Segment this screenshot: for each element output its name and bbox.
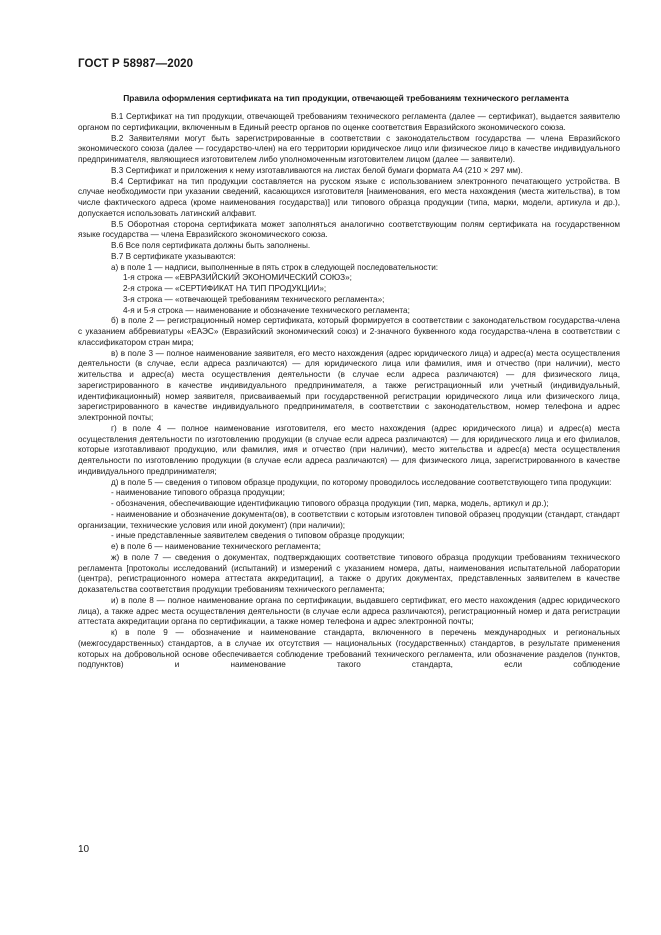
list-item-d: д) в поле 5 — сведения о типовом образце продукции, по которому проводилось исследование соответствующего типа продукции: (111, 477, 612, 487)
dash-item-documents: - наименование и обозначение документа(ов), в соответствии с которым изготовлен типовой образец продукции (стандарт, стандарт организации, технические условия или иной документ) (при наличии); (78, 509, 620, 530)
list-subitem-line3: 3-я строка — «отвечающей требованиям технического регламента»; (123, 294, 385, 304)
list-subitem-line1: 1-я строка — «ЕВРАЗИЙСКИЙ ЭКОНОМИЧЕСКИЙ СОЮЗ»; (123, 273, 352, 283)
paragraph-b5: В.5 Оборотная сторона сертификата может заполняться аналогично соответствующим полям сертификата на государственном языке государства — члена Евразийского экономического союза. (78, 219, 620, 240)
paragraph-b4: В.4 Сертификат на тип продукции составляется на русском языке с использованием электронного печатающего устройства. В случае необходимости при указании сведений, касающихся изготовителя [наименования, его места нахождения (места жительства), в том числе фактического адреса (кроме наименования государства)] или типового образца продукции (типа, марки, модели, артикула и др.), допускается использовать латинский алфавит. (78, 176, 620, 218)
list-item-v: в) в поле 3 — полное наименование заявителя, его место нахождения (адрес юридического лица) и адрес(а) места осуществления деятельности (в случае, если адреса различаются) — для юридического лица или фамилия, имя и отчество (при наличии), место жительства и адрес(а) места осуществления деятельности (в случае если адреса различаются) — для физического лица, зарегистрированного в качестве индивидуального предпринимателя, а также регистрационный или учетный (индивидуальный, идентификационный) номер заявителя, присваиваемый при государственной регистрации юридического лица или физического лица, зарегистрированного в качестве индивидуального предпринимателя, в соответствии с законодательством, номер телефона и адрес электронной почты; (78, 348, 620, 422)
list-item-b: б) в поле 2 — регистрационный номер сертификата, который формируется в соответствии с законодательством государства-члена с указанием аббревиатуры «ЕАЭС» (Евразийский экономический союз) и 2-значного буквенного кода государства-члена в соответствии с классификатором стран мира; (78, 316, 620, 347)
list-subitem-line4-5: 4-я и 5-я строка — наименование и обозначение технического регламента; (123, 305, 410, 315)
list-item-a: а) в поле 1 — надписи, выполненные в пять строк в следующей последовательности: (111, 262, 439, 272)
dash-item-other-info: - иные представленные заявителем сведения о типовом образце продукции; (111, 531, 405, 541)
paragraph-b1: В.1 Сертификат на тип продукции, отвечающей требованиям технического регламента (далее — сертификат), выдается заявителю органом по сертификации, включенным в Единый реестр органов по оценке соответствия Евразийского экономического союза. (78, 112, 620, 132)
paragraph-b7: В.7 В сертификате указываются: (111, 251, 236, 261)
paragraph-b3: В.3 Сертификат и приложения к нему изготавливаются на листах белой бумаги формата А4 (210 × 297 мм). (111, 165, 523, 175)
dash-item-name: - наименование типового образца продукции; (111, 488, 285, 498)
list-item-k: к) в поле 9 — обозначение и наименование стандарта, включенного в перечень международных и региональных (межгосударственных) стандартов, а в случае их отсутствия — национальных (государственных) стандартов, в результате применения которых на добровольной основе обеспечивается соблюдение требований технического регламента, или обозначение разделов (пунктов, подпунктов) и наименование такого стандарта, если соблюдение (78, 628, 620, 670)
list-item-e: е) в поле 6 — наименование технического регламента; (111, 542, 321, 551)
paragraph-b2: В.2 Заявителями могут быть зарегистрированные в соответствии с законодательством государства — члена Евразийского экономического союза (далее — государство-член) на его территории юридическое лицо или физическое лицо в качестве индивидуального предпринимателя, являющиеся изготовителем либо уполномоченным изготовителем лицом (далее — заявители). (78, 133, 620, 164)
page-number: 10 (78, 844, 90, 855)
paragraph-b6: В.6 Все поля сертификата должны быть заполнены. (111, 241, 311, 250)
dash-item-designations: - обозначения, обеспечивающие идентификацию типового образца продукции (тип, марка, модель, артикул и др.); (111, 499, 549, 508)
list-item-g: г) в поле 4 — полное наименование изготовителя, его место нахождения (адрес юридического лица) и адрес(а) места осуществления деятельности по изготовлению продукции (в случае если адреса различаются) — для юридического лица и его филиалов, которые изготавливают продукцию, или фамилия, имя и отчество (при наличии), место жительства и адрес(а) места осуществления деятельности по изготовлению продукции (в случае если адреса различаются) — для физического лица, зарегистрированного в качестве индивидуального предпринимателя; (78, 423, 620, 476)
document-body (78, 112, 620, 671)
list-item-i: и) в поле 8 — полное наименование органа по сертификации, выдавшего сертификат, его место нахождения (адрес юридического лица), а также адрес места осуществления деятельности (в случае если адреса различаются), регистрационный номер и дата регистрации аттестата аккредитации органа по сертификации, а также номер телефона и адрес электронной почты; (78, 595, 620, 627)
list-subitem-line2: 2-я строка — «СЕРТИФИКАТ НА ТИП ПРОДУКЦИИ»; (123, 284, 327, 293)
list-item-zh: ж) в поле 7 — сведения о документах, подтверждающих соответствие типового образца продукции требованиям технического регламента [протоколы исследований (испытаний) и измерений с указанием номера, даты, наименования испытательной лаборатории (центра), регистрационного номера аттестата аккредитации], а также о других документах, представленных заявителем в качестве доказательства соответствия продукции требованиям технического регламента; (78, 552, 620, 594)
appendix-title: Правила оформления сертификата на тип продукции, отвечающей требованиям технического регламента (123, 93, 569, 103)
standard-code-header: ГОСТ Р 58987—2020 (78, 58, 194, 70)
